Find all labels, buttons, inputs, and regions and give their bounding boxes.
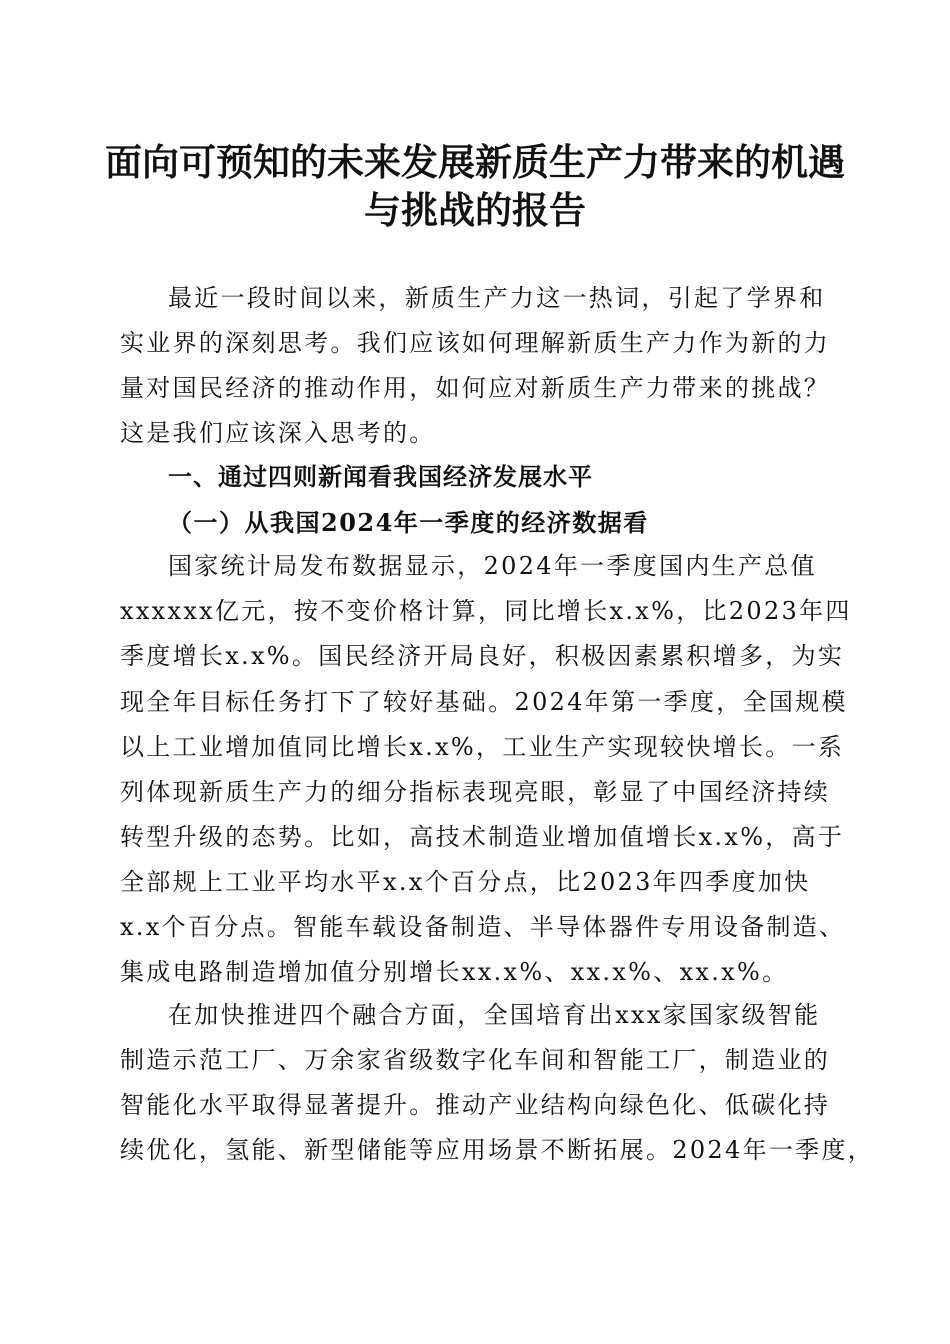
document-title-line-2: 与挑战的报告	[364, 188, 586, 232]
section-heading: 一、通过四则新闻看我国经济发展水平	[168, 463, 593, 491]
document-title-line-1: 面向可预知的未来发展新质生产力带来的机遇	[105, 140, 845, 184]
intro-paragraph-line: 实业界的深刻思考。我们应该如何理解新质生产力作为新的力	[120, 329, 831, 357]
body-paragraph-line: 国家统计局发布数据显示，2024年一季度国内生产总值	[168, 552, 817, 580]
body-paragraph-line: 在加快推进四个融合方面，全国培育出xxx家国家级智能	[168, 1001, 821, 1029]
body-paragraph-line: 列体现新质生产力的细分指标表现亮眼，彰显了中国经济持续	[120, 778, 831, 806]
body-paragraph-line: xxxxxx亿元，按不变价格计算，同比增长x.x%，比2023年四	[120, 597, 852, 625]
intro-paragraph-line: 最近一段时间以来，新质生产力这一热词，引起了学界和	[168, 284, 826, 312]
body-paragraph-line: 转型升级的态势。比如，高技术制造业增加值增长x.x%，高于	[120, 823, 845, 851]
subsection-heading: （一）从我国2024年一季度的经济数据看	[168, 508, 649, 537]
body-paragraph-line: 续优化，氢能、新型储能等应用场景不断拓展。2024年一季度，	[120, 1136, 875, 1164]
body-paragraph-line: x.x个百分点。智能车载设备制造、半导体器件专用设备制造、	[120, 913, 846, 941]
body-paragraph-line: 全部规上工业平均水平x.x个百分点，比2023年四季度加快	[120, 868, 811, 896]
intro-paragraph-line: 量对国民经济的推动作用，如何应对新质生产力带来的挑战？	[120, 374, 831, 402]
body-paragraph-line: 智能化水平取得显著提升。推动产业结构向绿色化、低碳化持	[120, 1091, 831, 1119]
body-paragraph-line: 季度增长x.x%。国民经济开局良好，积极因素累积增多，为实	[120, 642, 845, 670]
body-paragraph-line: 制造示范工厂、万余家省级数字化车间和智能工厂，制造业的	[120, 1046, 831, 1074]
body-paragraph-line: 现全年目标任务打下了较好基础。2024年第一季度，全国规模	[120, 688, 848, 716]
body-paragraph-line: 集成电路制造增加值分别增长xx.x%、xx.x%、xx.x%。	[120, 958, 789, 986]
body-paragraph-line: 以上工业增加值同比增长x.x%，工业生产实现较快增长。一系	[120, 733, 845, 761]
intro-paragraph-line: 这是我们应该深入思考的。	[120, 419, 436, 447]
